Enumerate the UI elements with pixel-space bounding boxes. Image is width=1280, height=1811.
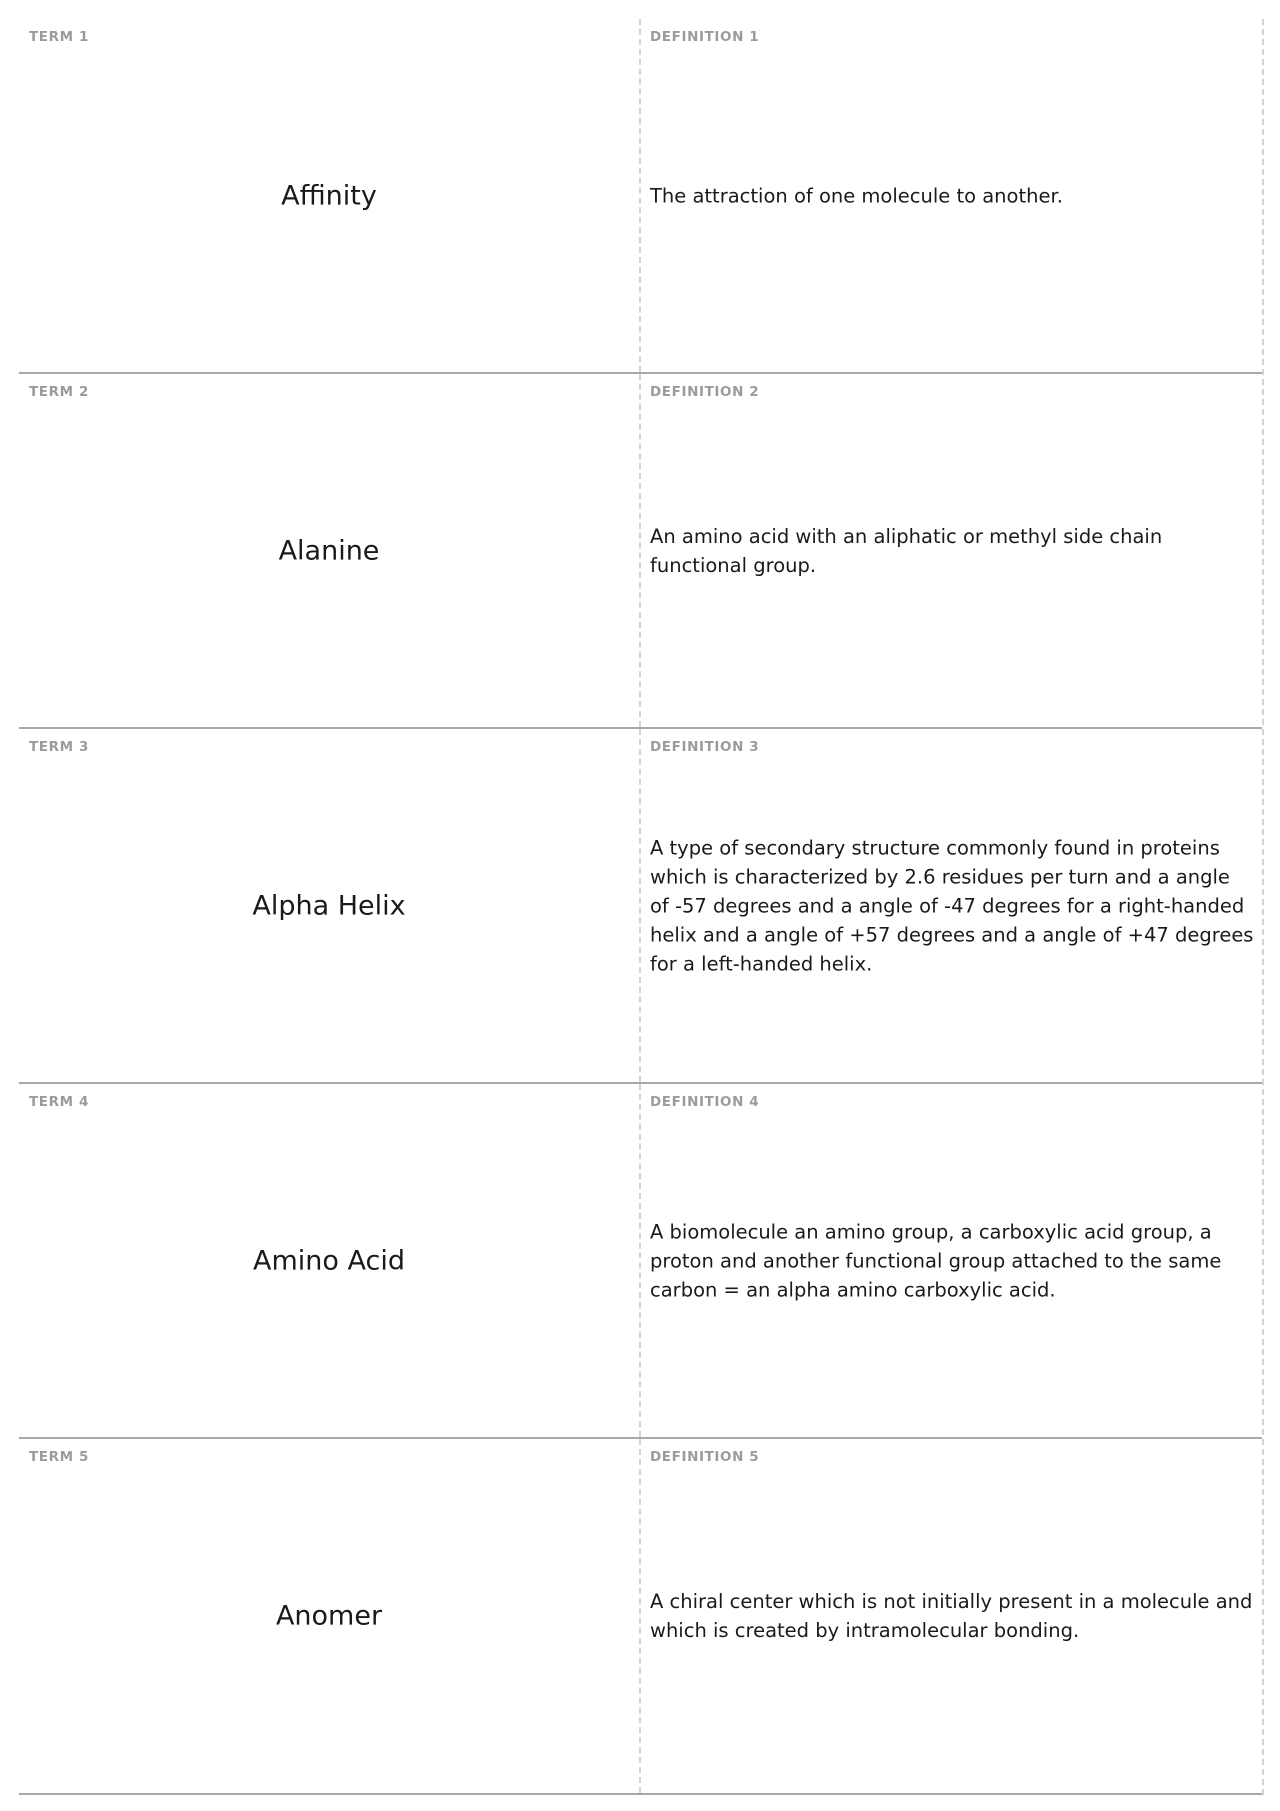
flashcard-row [19,1439,1262,1795]
term-label: TERM 2 [29,384,89,400]
definition-text: A chiral center which is not initially present in a molecule and which is created by intramolecular bonding. [650,1590,1253,1642]
definition-label: DEFINITION 3 [650,739,760,755]
definition-cell [641,729,1262,1082]
term-cell [19,19,641,372]
term-text: Alpha Helix [252,890,406,921]
term-label: TERM 5 [29,1449,89,1465]
flashcard-row [19,1084,1262,1439]
definition-text: A biomolecule an amino group, a carboxylic acid group, a proton and another functional group attached to the same carbon = an alpha amino carboxylic acid. [650,1220,1222,1301]
term-cell [19,1439,641,1793]
definition-cell [641,19,1262,372]
definition-cell [641,1439,1262,1793]
definition-text: An amino acid with an aliphatic or methyl side chain functional group. [650,524,1163,577]
definition-text: The attraction of one molecule to another. [650,184,1063,207]
term-cell [19,1084,641,1437]
term-cell [19,729,641,1082]
definition-cell [641,374,1262,727]
term-text: Alanine [278,535,380,566]
term-text: Anomer [275,1600,383,1632]
definition-label: DEFINITION 1 [650,29,760,45]
term-label: TERM 1 [29,29,89,45]
definition-label: DEFINITION 5 [650,1449,760,1465]
flashcard-row [19,19,1262,374]
definition-cell [641,1084,1262,1437]
term-cell [19,374,641,727]
term-text: Amino Acid [253,1245,405,1276]
definition-label: DEFINITION 2 [650,384,760,400]
definition-text: A type of secondary structure commonly found in proteins which is characterized by 2.6 residues per turn and a angle of -57 degrees and a angle of -47 degrees for a right-handed helix and a angle of +57 degrees and a angle of +47 degrees for a left-handed helix. [650,836,1254,975]
term-text: Affinity [281,180,377,211]
term-label: TERM 3 [29,739,89,755]
definition-label: DEFINITION 4 [650,1094,760,1110]
flashcard-row [19,729,1262,1084]
flashcard-sheet [19,19,1264,1795]
flashcard-row [19,374,1262,729]
term-label: TERM 4 [29,1094,89,1110]
